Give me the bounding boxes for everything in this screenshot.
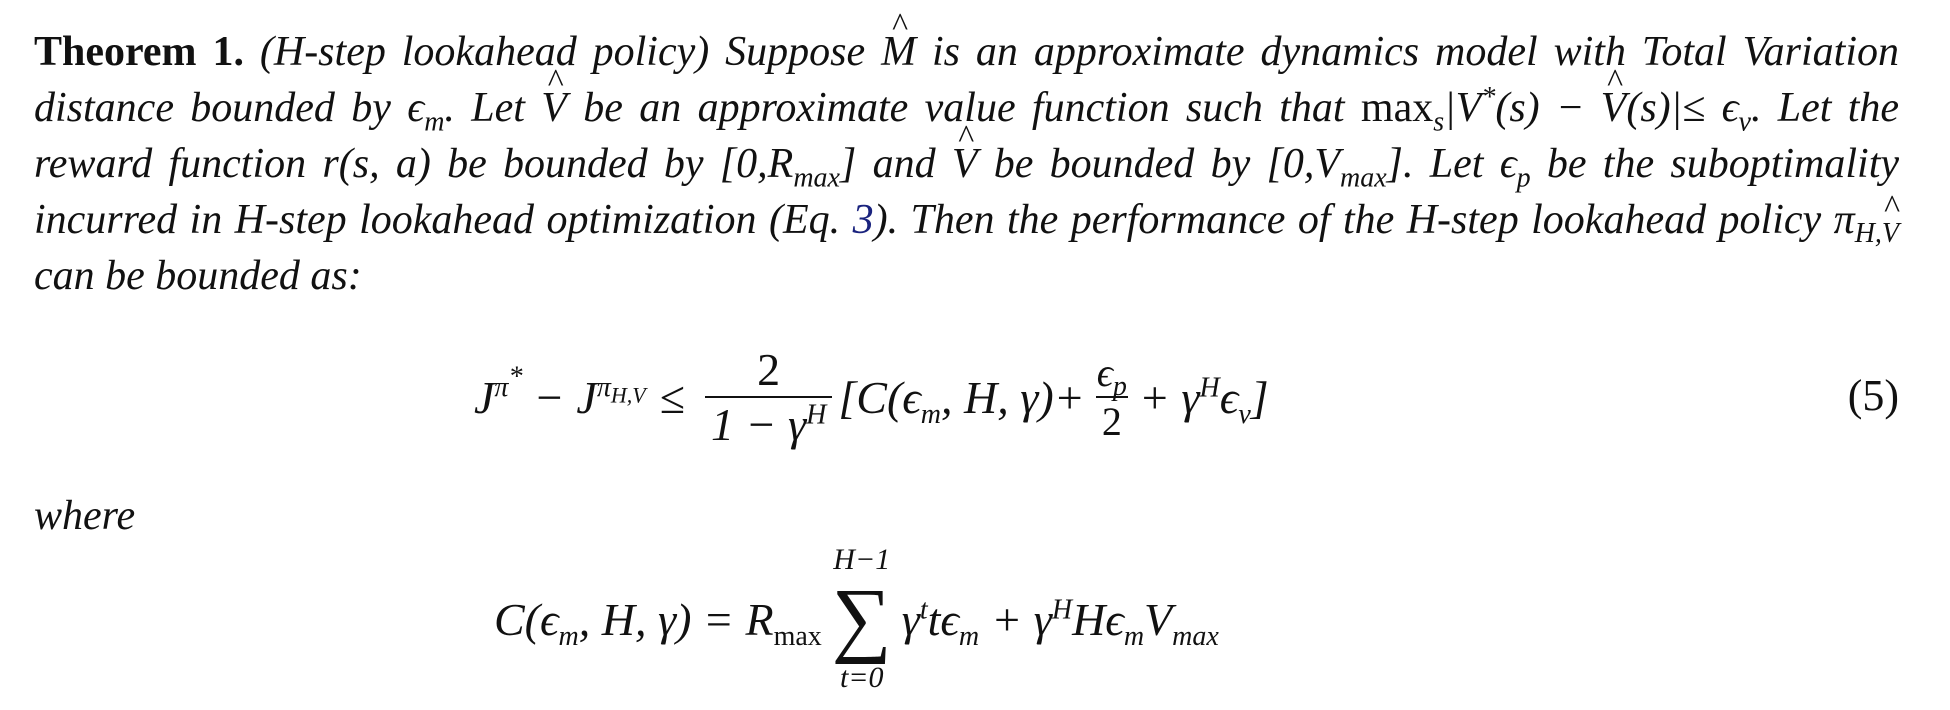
equation-5-body [474,332,1269,462]
eps-p: $\epsilon_p$ [1499,141,1531,194]
value-V-hat-3: ^ V [952,136,978,192]
eq5-frac-den: $1 - \gamma^H$ [705,396,832,451]
max-operator: $\max_s$ [1360,85,1445,138]
eq5-fraction [705,343,832,451]
theorem-text-10: can be bounded as: [34,253,362,299]
eq5-bracket-open: [$C(\epsilon_m$, H, γ)+ [838,371,1085,430]
eps-m: $\epsilon_m$ [407,85,445,138]
sigma-symbol: ∑ [831,572,892,665]
eq5-lhs-J: $J^{\pi^*}$ [474,361,523,423]
eq5-minus: − [536,371,563,423]
eqC-lhs: $C(\epsilon_m$, H, $\gamma) = R_{max}$ [494,593,822,652]
theorem-text-2: is an approximate dynamics model with Total Variation distance bounded by [34,29,1899,131]
theorem-text-5: . Let the reward function [34,85,1900,187]
equation-ref-link[interactable]: 3 [852,197,874,243]
value-V-hat-2: ^ V [1601,80,1627,136]
eqC-term2: + $\gamma^HH\epsilon_mV_{max}$ [991,593,1219,652]
theorem-paragraph [34,24,1899,304]
theorem-text-9: ). Then the performance of the H-step lookahead policy [873,197,1822,243]
where-label: where [34,493,136,539]
policy-pi: $\pi_{H,V}$ [1833,197,1900,250]
theorem-text-6: be bounded by $[0,R_{max}]$ and [447,141,936,194]
theorem-text-4: be an approximate value function such that [583,85,1345,131]
theorem-block [34,24,1900,694]
equation-5 [34,332,1899,462]
eq5-eps-p-frac: $\frac{\epsilon_p}{2}$ [1096,350,1127,444]
eq5-gamma-term: + $\gamma^H\epsilon_v$] [1138,371,1269,430]
eq5-leq: ≤ [659,371,685,423]
equation-number: (5) [1847,371,1899,420]
theorem-text-3: . Let [444,85,525,131]
theorem-text-1: (H-step lookahead policy) Suppose [259,29,866,75]
abs-V-star: |V*(s) − [1444,82,1585,131]
model-M-hat: ^ M [881,24,916,80]
theorem-label: Theorem 1. [34,29,244,75]
theorem-text-7: be bounded by $[0,V_{max}]$. Let [993,141,1484,194]
equation-C [494,544,1219,694]
sum-lower-limit: t=0 [839,661,884,694]
eps-v-bound: $(s)|\le \epsilon_v$ [1626,85,1751,138]
eq5-frac-num: 2 [757,344,781,395]
theorem-text-8: be the suboptimality incurred in H-step lookahead optimization (Eq. [34,141,1900,243]
sum-upper-limit: H−1 [833,543,891,576]
eqC-term1: $\gamma^tt\epsilon_m$ [901,593,980,652]
value-V-hat: ^ V [541,80,567,136]
summation [832,543,892,695]
eq5-lhs-J2: $J^{\pi_{H,V}}$ [576,371,646,423]
reward-function: r(s, a) [322,141,431,187]
